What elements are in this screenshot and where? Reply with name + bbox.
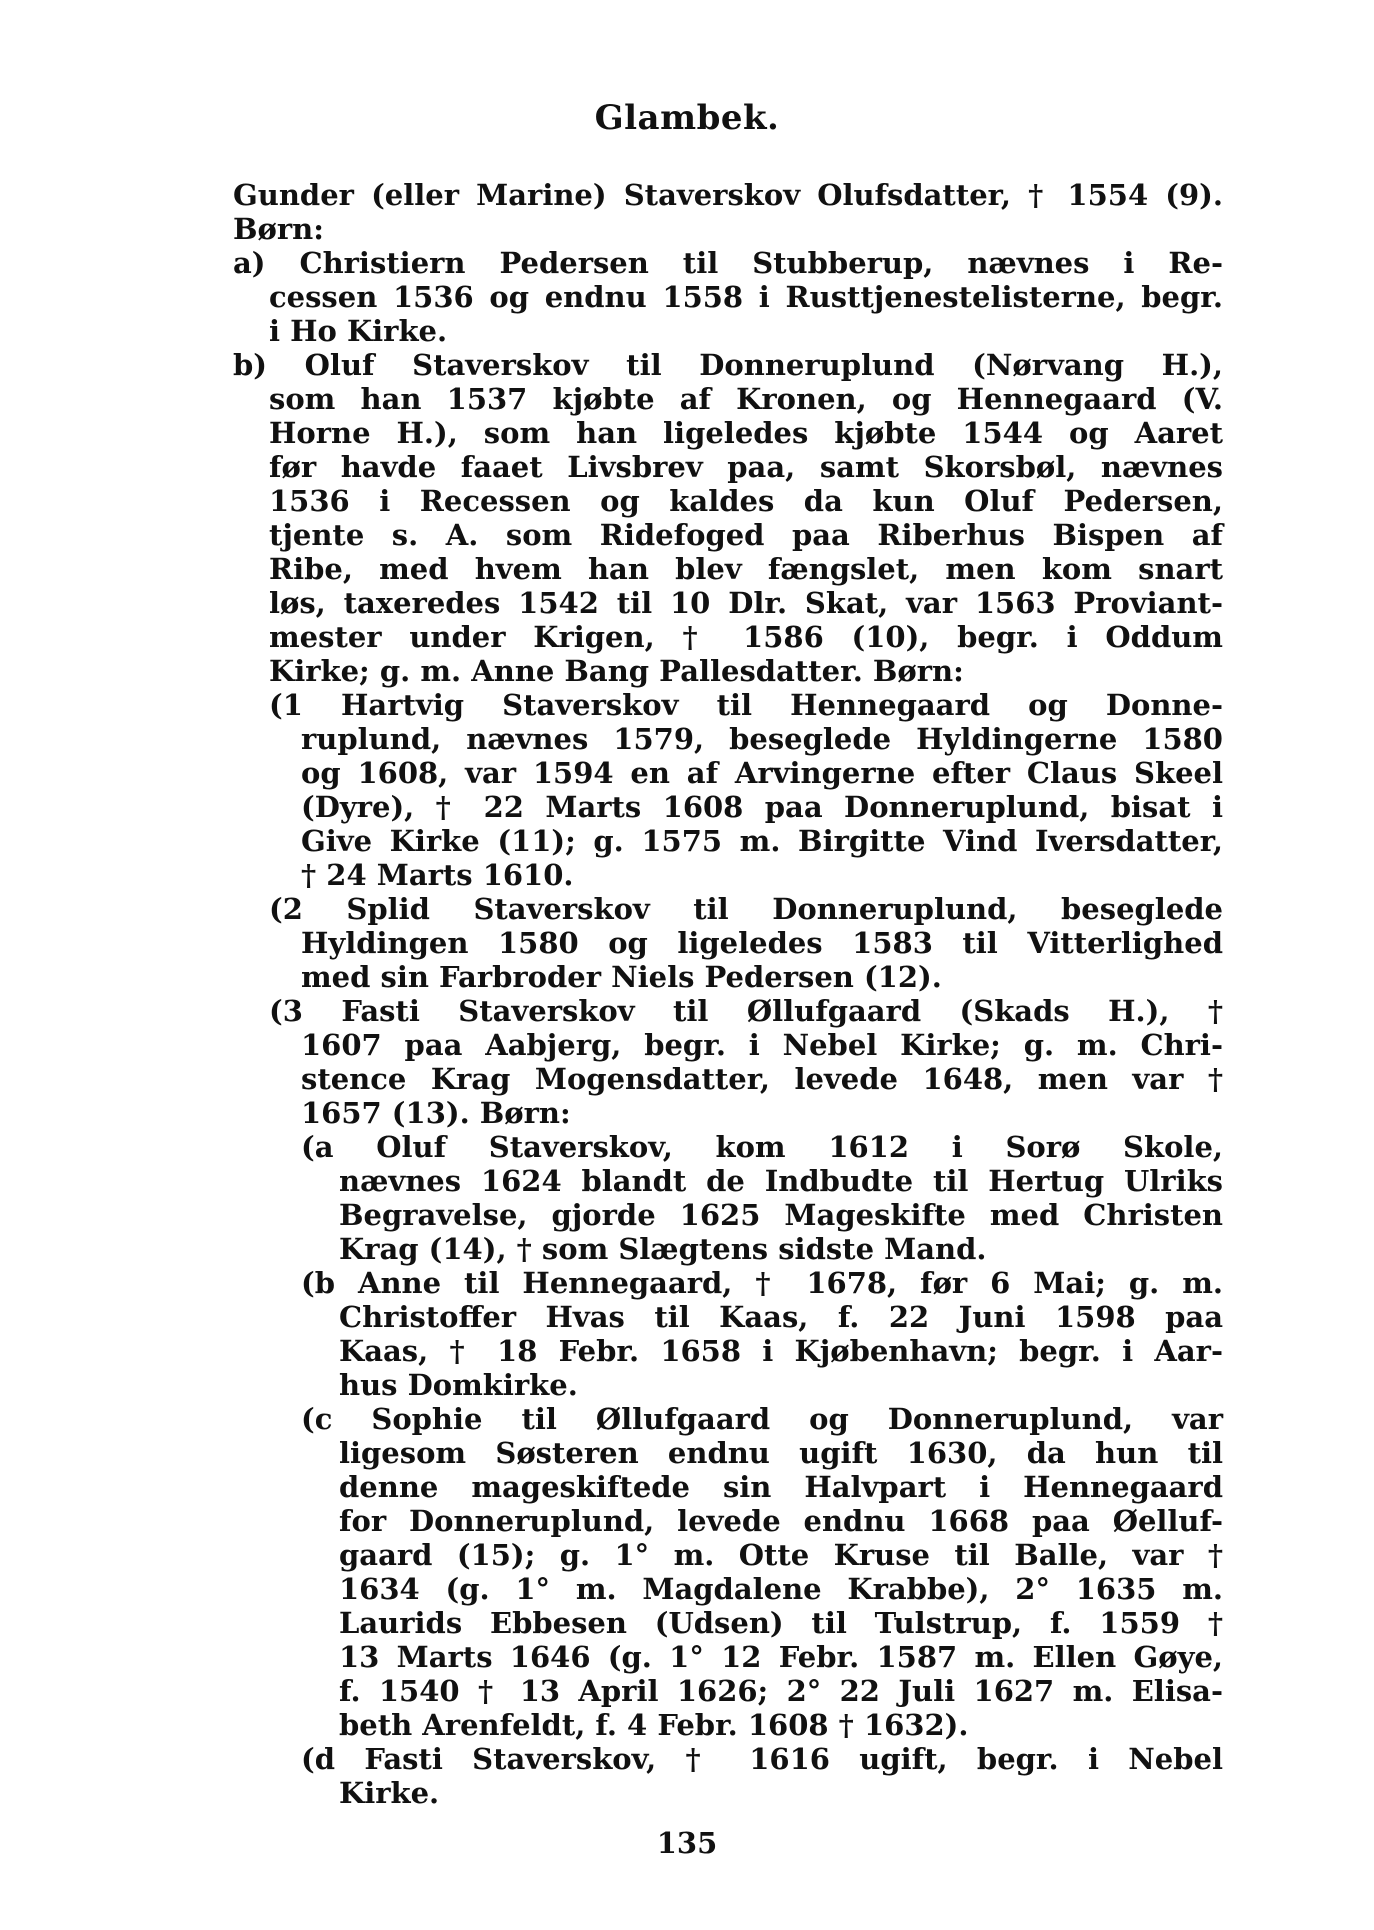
text-line: og 1608, var 1594 en af Arvingerne efter Claus Skeel: [301, 756, 1223, 790]
text-line: som han 1537 kjøbte af Kronen, og Hennegaard (V.: [269, 382, 1223, 416]
text-line: Hyldingen 1580 og ligeledes 1583 til Vitterlighed: [301, 926, 1223, 960]
text-line: Børn:: [233, 212, 324, 246]
text-line: Gunder (eller Marine) Staverskov Olufsdatter, † 1554 (9).: [233, 178, 1223, 212]
text-line: Christoffer Hvas til Kaas, f. 22 Juni 1598 paa: [339, 1300, 1223, 1334]
text-line: med sin Farbroder Niels Pedersen (12).: [301, 960, 942, 994]
text-line: Krag (14), † som Slægtens sidste Mand.: [339, 1232, 987, 1266]
text-line: mester under Krigen, † 1586 (10), begr. i Oddum: [269, 620, 1223, 654]
text-line: (1 Hartvig Staverskov til Hennegaard og Donne-: [269, 688, 1223, 722]
page-header: Glambek.: [594, 98, 780, 138]
text-line: Kaas, † 18 Febr. 1658 i Kjøbenhavn; begr. i Aar-: [339, 1334, 1223, 1368]
text-line: før havde faaet Livsbrev paa, samt Skorsbøl, nævnes: [269, 450, 1223, 484]
text-line: 13 Marts 1646 (g. 1° 12 Febr. 1587 m. Ellen Gøye,: [339, 1640, 1223, 1674]
text-line: tjente s. A. som Ridefoged paa Riberhus Bispen af: [269, 518, 1223, 552]
text-line: (d Fasti Staverskov, † 1616 ugift, begr. i Nebel: [301, 1742, 1223, 1776]
text-line: Ribe, med hvem han blev fængslet, men kom snart: [269, 552, 1223, 586]
text-line: 1657 (13). Børn:: [301, 1096, 571, 1130]
text-line: Begravelse, gjorde 1625 Mageskifte med Christen: [339, 1198, 1223, 1232]
text-line: stence Krag Mogensdatter, levede 1648, men var †: [301, 1062, 1223, 1096]
text-line: † 24 Marts 1610.: [301, 858, 574, 892]
text-line: b) Oluf Staverskov til Donneruplund (Nørvang H.),: [233, 348, 1223, 382]
text-line: (a Oluf Staverskov, kom 1612 i Sorø Skole,: [301, 1130, 1223, 1164]
text-line: i Ho Kirke.: [269, 314, 448, 348]
text-line: Kirke; g. m. Anne Bang Pallesdatter. Børn:: [269, 654, 964, 688]
text-line: (Dyre), † 22 Marts 1608 paa Donneruplund, bisat i: [301, 790, 1223, 824]
text-line: (b Anne til Hennegaard, † 1678, før 6 Mai; g. m.: [301, 1266, 1223, 1300]
text-line: (c Sophie til Øllufgaard og Donneruplund, var: [301, 1402, 1223, 1436]
page-body: [233, 178, 1223, 1810]
text-line: gaard (15); g. 1° m. Otte Kruse til Balle, var †: [339, 1538, 1223, 1572]
text-line: Laurids Ebbesen (Udsen) til Tulstrup, f. 1559 †: [339, 1606, 1223, 1640]
text-line: (3 Fasti Staverskov til Øllufgaard (Skads H.), †: [269, 994, 1223, 1028]
text-line: Give Kirke (11); g. 1575 m. Birgitte Vind Iversdatter,: [301, 824, 1223, 858]
text-line: 1536 i Recessen og kaldes da kun Oluf Pedersen,: [269, 484, 1223, 518]
text-line: Kirke.: [339, 1776, 440, 1810]
page-number: 135: [656, 1826, 718, 1860]
text-line: løs, taxeredes 1542 til 10 Dlr. Skat, var 1563 Proviant-: [269, 586, 1223, 620]
text-line: nævnes 1624 blandt de Indbudte til Hertug Ulriks: [339, 1164, 1223, 1198]
text-line: ruplund, nævnes 1579, beseglede Hyldingerne 1580: [301, 722, 1223, 756]
text-line: beth Arenfeldt, f. 4 Febr. 1608 † 1632).: [339, 1708, 969, 1742]
text-line: cessen 1536 og endnu 1558 i Rusttjenestelisterne, begr.: [269, 280, 1223, 314]
text-line: 1634 (g. 1° m. Magdalene Krabbe), 2° 1635 m.: [339, 1572, 1223, 1606]
text-line: 1607 paa Aabjerg, begr. i Nebel Kirke; g. m. Chri-: [301, 1028, 1223, 1062]
text-line: (2 Splid Staverskov til Donneruplund, beseglede: [269, 892, 1223, 926]
text-line: Horne H.), som han ligeledes kjøbte 1544 og Aaret: [269, 416, 1223, 450]
text-line: ligesom Søsteren endnu ugift 1630, da hun til: [339, 1436, 1223, 1470]
text-line: denne mageskiftede sin Halvpart i Hennegaard: [339, 1470, 1223, 1504]
text-line: hus Domkirke.: [339, 1368, 578, 1402]
text-line: f. 1540 † 13 April 1626; 2° 22 Juli 1627 m. Elisa-: [339, 1674, 1223, 1708]
text-line: for Donneruplund, levede endnu 1668 paa Øelluf-: [339, 1504, 1223, 1538]
text-line: a) Christiern Pedersen til Stubberup, nævnes i Re-: [233, 246, 1223, 280]
